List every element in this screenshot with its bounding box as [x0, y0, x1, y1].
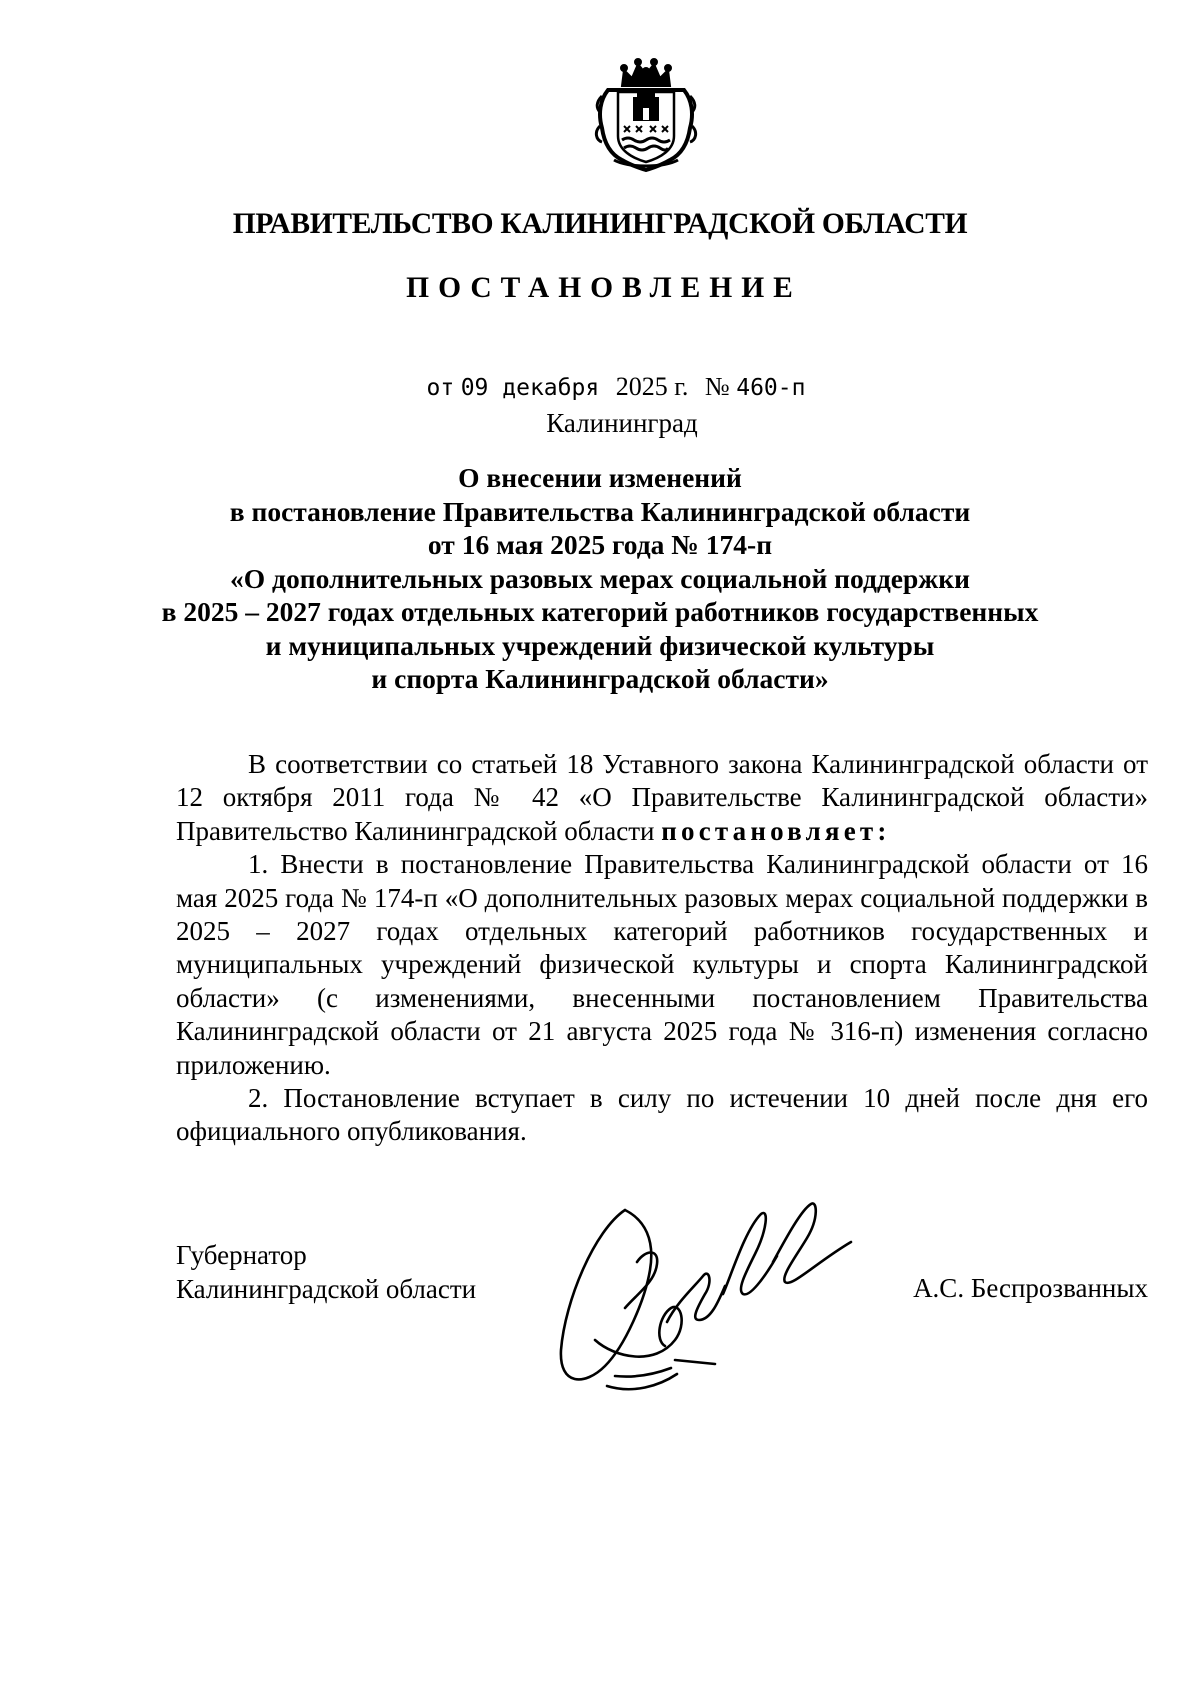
position-line: Калининградской области	[176, 1273, 477, 1304]
signatory-name: А.С. Беспрозванных	[913, 1273, 1148, 1303]
city: Калининград	[546, 408, 698, 438]
date-prefix: от	[426, 375, 455, 401]
item-2-paragraph: 2. Постановление вступает в силу по истечении 10 дней после дня его официального опубликования.	[176, 1083, 1148, 1147]
decree-word: постановляет:	[661, 815, 891, 846]
subject-line: в постановление Правительства Калининградской области	[229, 495, 971, 527]
registration-line	[0, 372, 1200, 402]
preamble-text: В соответствии со статьей 18 Уставного закона Калининградской области от 12 октября 2011 года № 42 «О Правительстве Калининградской области» Правительство Калининградской области	[176, 749, 1148, 846]
subject-line: от 16 мая 2025 года № 174-п	[427, 529, 773, 560]
subject-line: О внесении изменений	[458, 462, 742, 493]
handwritten-signature-icon	[555, 1190, 855, 1400]
position-line: Губернатор	[176, 1240, 307, 1270]
subject-line: в 2025 – 2027 годах отдельных категорий работников государственных	[161, 596, 1039, 627]
signatory-position	[176, 1239, 476, 1306]
decree-body	[176, 748, 1148, 1149]
subject-line: «О дополнительных разовых мерах социальной поддержки	[230, 562, 970, 594]
subject-line: и спорта Калининградской области»	[371, 663, 829, 694]
preamble-paragraph	[176, 748, 1148, 848]
coat-of-arms-icon	[594, 56, 698, 172]
decree-subject	[0, 461, 1200, 696]
government-name: ПРАВИТЕЛЬСТВО КАЛИНИНГРАДСКОЙ ОБЛАСТИ	[232, 208, 968, 240]
item-1-paragraph: 1. Внести в постановление Правительства Калининградской области от 16 мая 2025 года № 174-п «О дополнительных разовых мерах социальной поддержки в 2025 – 2027 годах отдельных категорий работников государственных и муниципальных учреждений физической культуры и спорта Калининградской области» (с изменениями, внесенными постановлением Правительства Калининградской области от 21 августа 2025 года № 316-п) изменения согласно приложению.	[176, 849, 1148, 1080]
decree-date: 09 декабря	[460, 375, 600, 401]
subject-line: и муниципальных учреждений физической культуры	[265, 629, 935, 661]
decree-year: 2025 г.	[615, 372, 689, 401]
document-type: ПОСТАНОВЛЕНИЕ	[406, 272, 802, 304]
number-sign: №	[704, 372, 730, 401]
decree-number: 460-п	[736, 375, 806, 401]
